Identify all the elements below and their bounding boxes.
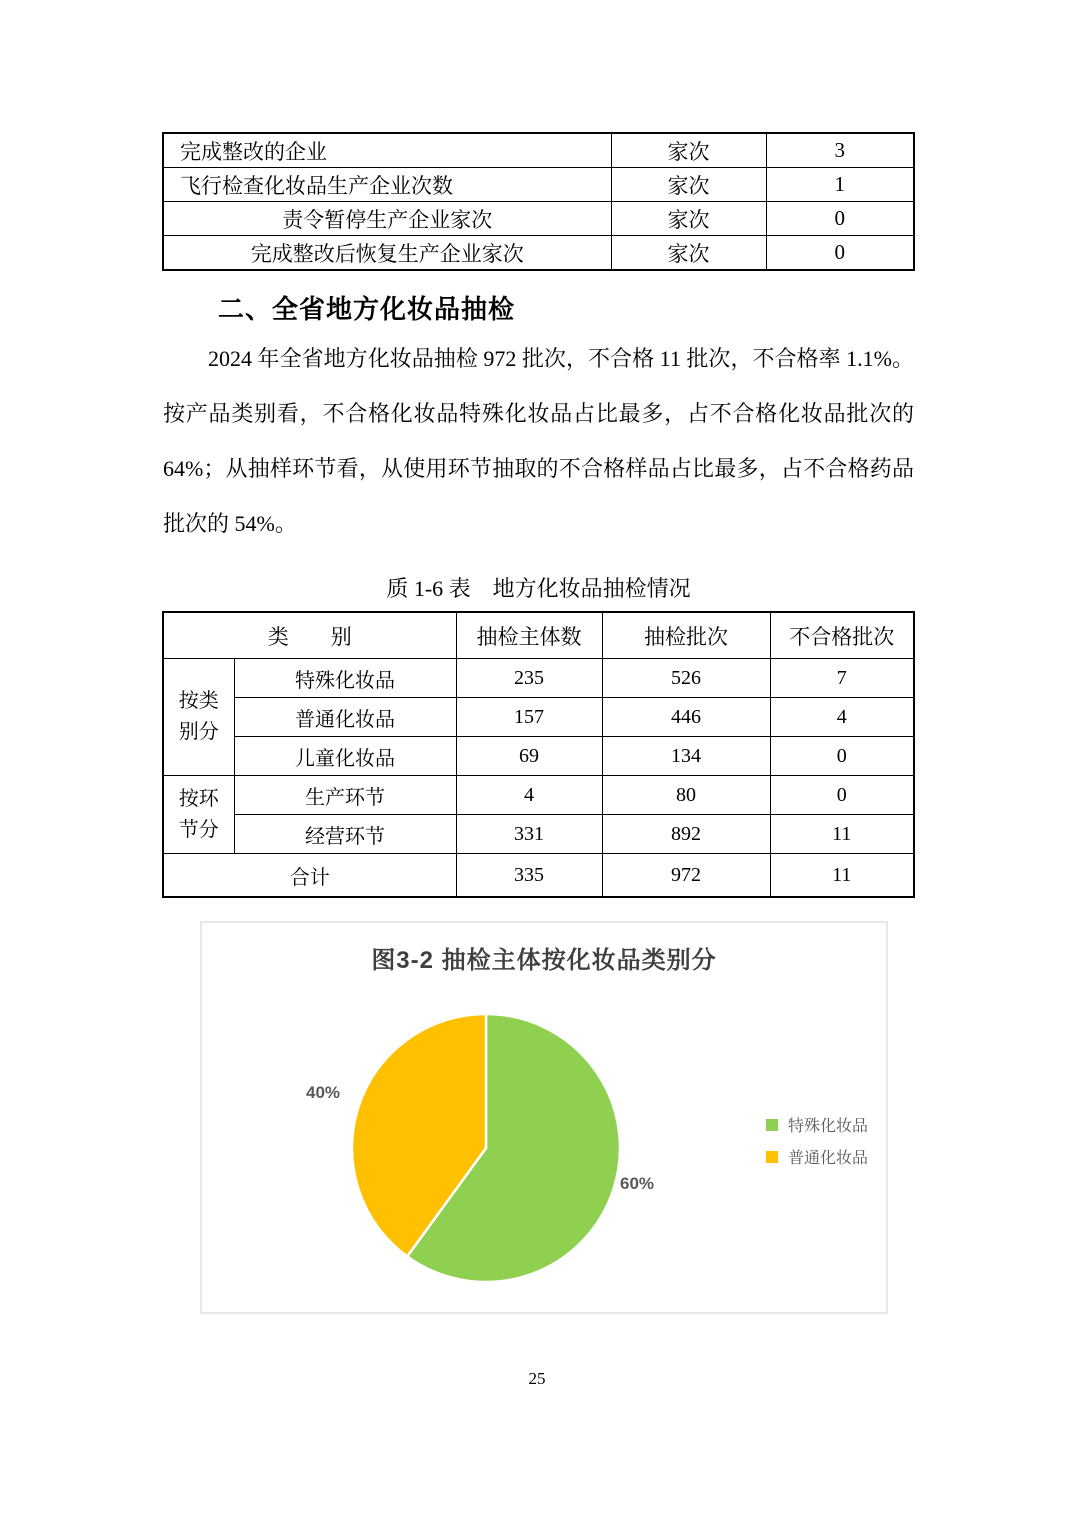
row-label: 责令暂停生产企业家次 [163, 202, 611, 236]
table-total-row [163, 854, 914, 898]
legend-label: 普通化妆品 [788, 1150, 869, 1167]
cell-batches: 526 [602, 659, 770, 698]
total-subjects: 335 [456, 854, 602, 898]
table-row [163, 698, 914, 737]
header-batches: 抽检批次 [602, 612, 770, 659]
header-category: 类 别 [163, 612, 456, 659]
cell-failed: 4 [770, 698, 914, 737]
chart-title: 图3-2 抽检主体按化妆品类别分 [371, 947, 717, 974]
row-value: 0 [766, 202, 914, 236]
row-unit: 家次 [611, 168, 766, 202]
section-heading: 二、全省地方化妆品抽检 [218, 294, 516, 324]
row-label: 完成整改后恢复生产企业家次 [163, 236, 611, 271]
chart-legend [766, 1113, 868, 1177]
cell-category: 特殊化妆品 [234, 659, 456, 698]
total-batches: 972 [602, 854, 770, 898]
table-row [163, 815, 914, 854]
page-number: 25 [528, 1369, 546, 1388]
table-row [163, 659, 914, 698]
group-label: 按环节分 [163, 776, 234, 854]
cell-subjects: 235 [456, 659, 602, 698]
cell-failed: 11 [770, 815, 914, 854]
total-label: 合计 [163, 854, 456, 898]
table-row [163, 737, 914, 776]
pie-data-label-60: 60% [620, 1174, 655, 1193]
row-unit: 家次 [611, 202, 766, 236]
cell-batches: 446 [602, 698, 770, 737]
table-row [163, 202, 914, 236]
legend-item-ordinary [766, 1145, 868, 1168]
table-row [163, 168, 914, 202]
legend-item-special [766, 1113, 868, 1136]
header-subjects: 抽检主体数 [456, 612, 602, 659]
cell-batches: 134 [602, 737, 770, 776]
cell-category: 经营环节 [234, 815, 456, 854]
cell-subjects: 69 [456, 737, 602, 776]
inspection-summary-table [162, 132, 915, 271]
cell-batches: 80 [602, 776, 770, 815]
cell-batches: 892 [602, 815, 770, 854]
row-label: 完成整改的企业 [163, 133, 611, 168]
header-failed: 不合格批次 [770, 612, 914, 659]
cell-failed: 0 [770, 737, 914, 776]
table-row [163, 236, 914, 271]
legend-swatch-orange-icon [766, 1151, 778, 1163]
cell-category: 生产环节 [234, 776, 456, 815]
cell-failed: 0 [770, 776, 914, 815]
cell-category: 普通化妆品 [234, 698, 456, 737]
cell-subjects: 4 [456, 776, 602, 815]
table-row [163, 776, 914, 815]
table-row [163, 133, 914, 168]
pie-data-label-40: 40% [306, 1083, 341, 1102]
row-value: 1 [766, 168, 914, 202]
table-caption: 质 1-6 表 地方化妆品抽检情况 [386, 576, 691, 601]
body-paragraph: 2024 年全省地方化妆品抽检 972 批次，不合格 11 批次，不合格率 1.1%。按产品类别看，不合格化妆品特殊化妆品占比最多，占不合格化妆品批次的 64%；从抽样环节看，从使用环节抽取的不合格样品占比最多，占不合格药品批次的 54%。 [163, 346, 914, 536]
total-failed: 11 [770, 854, 914, 898]
row-unit: 家次 [611, 236, 766, 271]
cell-subjects: 331 [456, 815, 602, 854]
pie-chart-panel [200, 921, 888, 1314]
row-unit: 家次 [611, 133, 766, 168]
group-label: 按类别分 [163, 659, 234, 776]
table-header-row [163, 612, 914, 659]
row-value: 3 [766, 133, 914, 168]
cell-category: 儿童化妆品 [234, 737, 456, 776]
row-value: 0 [766, 236, 914, 271]
row-label: 飞行检查化妆品生产企业次数 [163, 168, 611, 202]
cell-failed: 7 [770, 659, 914, 698]
legend-label: 特殊化妆品 [788, 1118, 869, 1135]
sampling-results-table [162, 611, 915, 898]
cell-subjects: 157 [456, 698, 602, 737]
legend-swatch-green-icon [766, 1119, 778, 1131]
